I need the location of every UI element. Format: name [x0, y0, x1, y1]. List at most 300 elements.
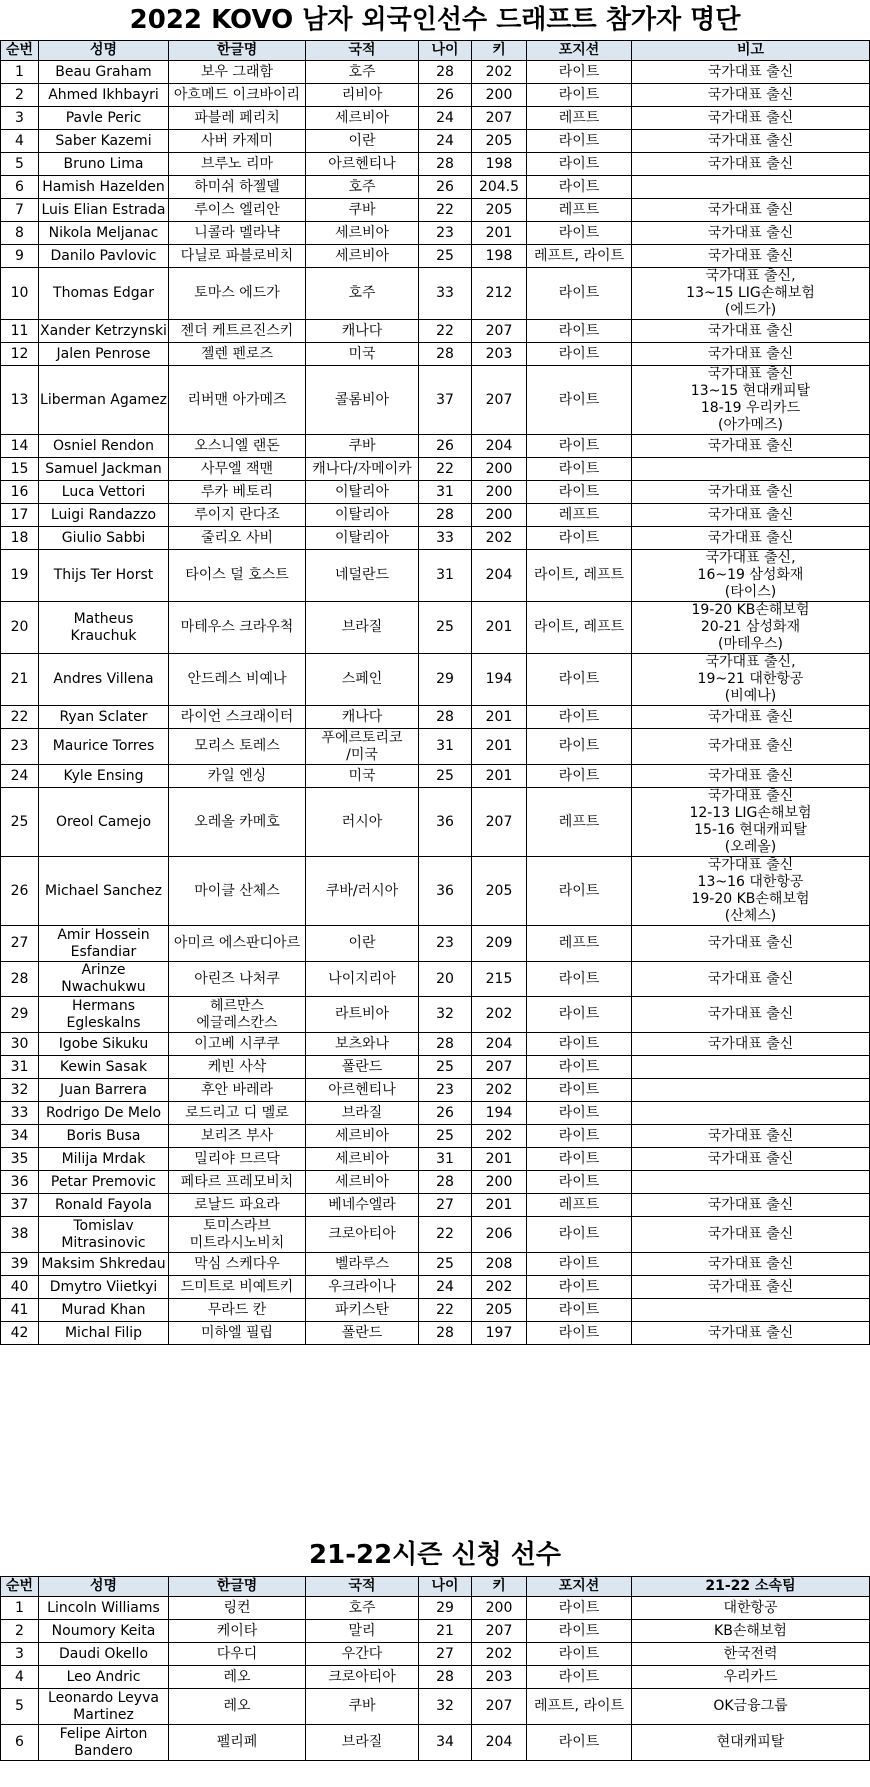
cell-no: 8: [1, 222, 39, 245]
applicants-title: 21-22시즌 신청 선수: [309, 1540, 561, 1570]
cell-age: 32: [419, 1689, 472, 1725]
cell-position: 라이트: [527, 222, 632, 245]
cell-no: 11: [1, 320, 39, 343]
col-header-no: 순번: [1, 1577, 39, 1597]
col-header-korean-name: 한글명: [169, 41, 306, 61]
cell-korean-name: 하미쉬 하젤델: [169, 176, 306, 199]
cell-nationality: 리비아: [306, 84, 419, 107]
cell-age: 24: [419, 130, 472, 153]
col-header-note: 비고: [632, 41, 870, 61]
cell-height: 202: [472, 1079, 527, 1102]
cell-height: 205: [472, 130, 527, 153]
cell-age: 23: [419, 222, 472, 245]
cell-no: 25: [1, 788, 39, 857]
table-row: [1, 1689, 870, 1725]
cell-note: 국가대표 출신, 19~21 대한항공 (비예나): [632, 654, 870, 706]
cell-height: 202: [472, 1276, 527, 1299]
cell-no: 5: [1, 153, 39, 176]
table-row: [1, 268, 870, 320]
cell-korean-name: 사버 카제미: [169, 130, 306, 153]
cell-note: 국가대표 출신: [632, 504, 870, 527]
cell-position: 라이트: [527, 153, 632, 176]
cell-korean-name: 루이지 란다조: [169, 504, 306, 527]
cell-age: 36: [419, 788, 472, 857]
cell-name: Saber Kazemi: [39, 130, 169, 153]
cell-nationality: 쿠바: [306, 199, 419, 222]
col-header-height: 키: [472, 1577, 527, 1597]
cell-note: 국가대표 출신: [632, 1253, 870, 1276]
cell-height: 201: [472, 1148, 527, 1171]
table-row: [1, 602, 870, 654]
cell-height: 200: [472, 458, 527, 481]
cell-position: 라이트: [527, 997, 632, 1033]
cell-note: 국가대표 출신: [632, 130, 870, 153]
table-row: [1, 788, 870, 857]
cell-korean-name: 아미르 에스판디아르: [169, 926, 306, 962]
cell-note: 국가대표 출신: [632, 107, 870, 130]
cell-height: 203: [472, 343, 527, 366]
cell-name: Michael Sanchez: [39, 857, 169, 926]
cell-name: Ahmed Ikhbayri: [39, 84, 169, 107]
table-row: [1, 706, 870, 729]
cell-height: 202: [472, 1125, 527, 1148]
cell-name: Rodrigo De Melo: [39, 1102, 169, 1125]
cell-nationality: 말리: [306, 1620, 419, 1643]
table-row: [1, 1171, 870, 1194]
cell-height: 201: [472, 765, 527, 788]
cell-name: Matheus Krauchuk: [39, 602, 169, 654]
table-header-row: [1, 1577, 870, 1597]
cell-korean-name: 막심 스케다우: [169, 1253, 306, 1276]
cell-position: 라이트: [527, 1322, 632, 1345]
cell-height: 201: [472, 602, 527, 654]
cell-korean-name: 로날드 파요라: [169, 1194, 306, 1217]
cell-no: 6: [1, 1725, 39, 1761]
cell-note: 국가대표 출신: [632, 435, 870, 458]
cell-note: 국가대표 출신: [632, 1322, 870, 1345]
cell-height: 200: [472, 1597, 527, 1620]
cell-height: 198: [472, 153, 527, 176]
cell-name: Petar Premovic: [39, 1171, 169, 1194]
cell-note: 국가대표 출신: [632, 245, 870, 268]
table-row: [1, 222, 870, 245]
cell-name: Pavle Peric: [39, 107, 169, 130]
cell-name: Luca Vettori: [39, 481, 169, 504]
cell-position: 라이트: [527, 962, 632, 997]
table-row: [1, 1033, 870, 1056]
cell-age: 28: [419, 61, 472, 84]
table-row: [1, 130, 870, 153]
cell-note: 국가대표 출신: [632, 343, 870, 366]
cell-korean-name: 파블레 페리치: [169, 107, 306, 130]
cell-age: 25: [419, 602, 472, 654]
cell-name: Maksim Shkredau: [39, 1253, 169, 1276]
cell-position: 라이트: [527, 765, 632, 788]
cell-name: Dmytro Viietkyi: [39, 1276, 169, 1299]
cell-korean-name: 다닐로 파블로비치: [169, 245, 306, 268]
cell-age: 28: [419, 1666, 472, 1689]
cell-no: 23: [1, 729, 39, 765]
cell-no: 5: [1, 1689, 39, 1725]
cell-no: 2: [1, 84, 39, 107]
table-row: [1, 1217, 870, 1253]
table-row: [1, 1056, 870, 1079]
col-header-no: 순번: [1, 41, 39, 61]
cell-no: 21: [1, 654, 39, 706]
cell-no: 1: [1, 61, 39, 84]
table-row: [1, 176, 870, 199]
cell-position: 라이트: [527, 481, 632, 504]
cell-height: 206: [472, 1217, 527, 1253]
cell-no: 17: [1, 504, 39, 527]
cell-korean-name: 마테우스 크라우척: [169, 602, 306, 654]
cell-korean-name: 사무엘 잭맨: [169, 458, 306, 481]
cell-no: 37: [1, 1194, 39, 1217]
table-row: [1, 199, 870, 222]
cell-nationality: 캐나다/자메이카: [306, 458, 419, 481]
cell-nationality: 크로아티아: [306, 1217, 419, 1253]
cell-korean-name: 아린즈 나처쿠: [169, 962, 306, 997]
cell-height: 205: [472, 857, 527, 926]
table-row: [1, 1125, 870, 1148]
cell-age: 29: [419, 1597, 472, 1620]
table-row: [1, 343, 870, 366]
cell-korean-name: 보우 그래함: [169, 61, 306, 84]
cell-position: 라이트, 레프트: [527, 602, 632, 654]
table-row: [1, 1666, 870, 1689]
cell-note: 국가대표 출신: [632, 962, 870, 997]
col-header-age: 나이: [419, 41, 472, 61]
cell-name: Hermans Egleskalns: [39, 997, 169, 1033]
cell-nationality: 쿠바/러시아: [306, 857, 419, 926]
cell-position: 레프트: [527, 926, 632, 962]
cell-korean-name: 라이언 스크래이터: [169, 706, 306, 729]
cell-nationality: 호주: [306, 1597, 419, 1620]
cell-nationality: 우간다: [306, 1643, 419, 1666]
cell-name: Osniel Rendon: [39, 435, 169, 458]
cell-team: 대한항공: [632, 1597, 870, 1620]
cell-position: 라이트: [527, 654, 632, 706]
cell-no: 24: [1, 765, 39, 788]
cell-note: 국가대표 출신: [632, 1276, 870, 1299]
cell-team: 현대캐피탈: [632, 1725, 870, 1761]
cell-name: Leo Andric: [39, 1666, 169, 1689]
cell-nationality: 브라질: [306, 602, 419, 654]
cell-no: 26: [1, 857, 39, 926]
cell-no: 31: [1, 1056, 39, 1079]
cell-age: 22: [419, 458, 472, 481]
table-row: [1, 1597, 870, 1620]
cell-height: 197: [472, 1322, 527, 1345]
cell-name: Juan Barrera: [39, 1079, 169, 1102]
cell-height: 200: [472, 481, 527, 504]
cell-age: 24: [419, 1276, 472, 1299]
table-row: [1, 1148, 870, 1171]
cell-position: 라이트: [527, 729, 632, 765]
col-header-nationality: 국적: [306, 41, 419, 61]
cell-korean-name: 미하엘 필립: [169, 1322, 306, 1345]
cell-nationality: 세르비아: [306, 1148, 419, 1171]
cell-height: 207: [472, 1056, 527, 1079]
cell-note: [632, 176, 870, 199]
cell-nationality: 푸에르토리코 /미국: [306, 729, 419, 765]
col-header-korean-name: 한글명: [169, 1577, 306, 1597]
cell-korean-name: 밀리야 므르닥: [169, 1148, 306, 1171]
cell-height: 202: [472, 527, 527, 550]
cell-nationality: 이란: [306, 130, 419, 153]
cell-position: 레프트: [527, 199, 632, 222]
cell-nationality: 쿠바: [306, 435, 419, 458]
cell-height: 208: [472, 1253, 527, 1276]
cell-position: 라이트: [527, 458, 632, 481]
cell-nationality: 호주: [306, 61, 419, 84]
cell-korean-name: 로드리고 디 멜로: [169, 1102, 306, 1125]
table-row: [1, 997, 870, 1033]
cell-age: 31: [419, 1148, 472, 1171]
cell-position: 라이트: [527, 1299, 632, 1322]
cell-height: 201: [472, 706, 527, 729]
cell-no: 14: [1, 435, 39, 458]
cell-age: 25: [419, 765, 472, 788]
cell-note: 국가대표 출신: [632, 153, 870, 176]
cell-name: Hamish Hazelden: [39, 176, 169, 199]
cell-name: Murad Khan: [39, 1299, 169, 1322]
cell-name: Arinze Nwachukwu: [39, 962, 169, 997]
cell-height: 207: [472, 1689, 527, 1725]
cell-korean-name: 젤렌 펜로즈: [169, 343, 306, 366]
cell-age: 28: [419, 1033, 472, 1056]
cell-no: 3: [1, 1643, 39, 1666]
cell-note: 국가대표 출신: [632, 199, 870, 222]
cell-note: 국가대표 출신: [632, 1125, 870, 1148]
cell-korean-name: 페타르 프레모비치: [169, 1171, 306, 1194]
cell-note: 국가대표 출신 12-13 LIG손해보험 15-16 현대캐피탈 (오레올): [632, 788, 870, 857]
cell-height: 200: [472, 84, 527, 107]
cell-name: Xander Ketrzynski: [39, 320, 169, 343]
cell-no: 13: [1, 366, 39, 435]
cell-korean-name: 모리스 토레스: [169, 729, 306, 765]
cell-note: [632, 1299, 870, 1322]
table-header-row: [1, 41, 870, 61]
cell-nationality: 베네수엘라: [306, 1194, 419, 1217]
cell-no: 34: [1, 1125, 39, 1148]
cell-height: 204: [472, 1033, 527, 1056]
cell-position: 라이트: [527, 1217, 632, 1253]
cell-nationality: 이란: [306, 926, 419, 962]
cell-no: 29: [1, 997, 39, 1033]
cell-age: 36: [419, 857, 472, 926]
table-row: [1, 1620, 870, 1643]
cell-nationality: 우크라이나: [306, 1276, 419, 1299]
cell-korean-name: 마이클 산체스: [169, 857, 306, 926]
cell-height: 203: [472, 1666, 527, 1689]
cell-nationality: 스페인: [306, 654, 419, 706]
col-header-nationality: 국적: [306, 1577, 419, 1597]
applicants-table: [0, 1576, 870, 1761]
table-row: [1, 1102, 870, 1125]
cell-age: 28: [419, 1171, 472, 1194]
table-row: [1, 857, 870, 926]
cell-korean-name: 케이타: [169, 1620, 306, 1643]
cell-position: 레프트: [527, 107, 632, 130]
table-row: [1, 527, 870, 550]
cell-age: 31: [419, 550, 472, 602]
cell-position: 라이트: [527, 130, 632, 153]
cell-age: 32: [419, 997, 472, 1033]
cell-note: 국가대표 출신, 16~19 삼성화재 (타이스): [632, 550, 870, 602]
table-row: [1, 1079, 870, 1102]
draft-participants-table: [0, 40, 870, 1345]
cell-age: 31: [419, 729, 472, 765]
cell-team: 한국전력: [632, 1643, 870, 1666]
cell-no: 33: [1, 1102, 39, 1125]
cell-nationality: 이탈리아: [306, 504, 419, 527]
cell-korean-name: 루카 베토리: [169, 481, 306, 504]
cell-height: 215: [472, 962, 527, 997]
cell-note: 국가대표 출신: [632, 926, 870, 962]
cell-note: [632, 1171, 870, 1194]
cell-position: 라이트: [527, 176, 632, 199]
cell-nationality: 세르비아: [306, 222, 419, 245]
cell-nationality: 세르비아: [306, 1171, 419, 1194]
cell-name: Ronald Fayola: [39, 1194, 169, 1217]
cell-name: Samuel Jackman: [39, 458, 169, 481]
cell-note: [632, 1056, 870, 1079]
cell-height: 207: [472, 366, 527, 435]
cell-name: Beau Graham: [39, 61, 169, 84]
cell-no: 36: [1, 1171, 39, 1194]
cell-korean-name: 후안 바레라: [169, 1079, 306, 1102]
cell-age: 26: [419, 84, 472, 107]
cell-position: 라이트: [527, 527, 632, 550]
cell-position: 라이트: [527, 1171, 632, 1194]
cell-position: 레프트, 라이트: [527, 245, 632, 268]
table-row: [1, 245, 870, 268]
cell-nationality: 벨라루스: [306, 1253, 419, 1276]
cell-age: 20: [419, 962, 472, 997]
cell-no: 3: [1, 107, 39, 130]
table-row: [1, 84, 870, 107]
cell-age: 23: [419, 926, 472, 962]
cell-position: 라이트: [527, 1056, 632, 1079]
cell-no: 4: [1, 1666, 39, 1689]
cell-position: 라이트: [527, 857, 632, 926]
cell-name: Tomislav Mitrasinovic: [39, 1217, 169, 1253]
cell-height: 204: [472, 550, 527, 602]
table-row: [1, 765, 870, 788]
cell-age: 33: [419, 268, 472, 320]
cell-korean-name: 다우디: [169, 1643, 306, 1666]
cell-age: 23: [419, 1079, 472, 1102]
cell-korean-name: 리버맨 아가메즈: [169, 366, 306, 435]
cell-nationality: 파키스탄: [306, 1299, 419, 1322]
cell-position: 라이트: [527, 1620, 632, 1643]
cell-height: 201: [472, 729, 527, 765]
cell-age: 26: [419, 176, 472, 199]
cell-no: 12: [1, 343, 39, 366]
cell-name: Liberman Agamez: [39, 366, 169, 435]
cell-korean-name: 아흐메드 이크바이리: [169, 84, 306, 107]
cell-age: 22: [419, 1299, 472, 1322]
cell-korean-name: 브루노 리마: [169, 153, 306, 176]
cell-height: 207: [472, 107, 527, 130]
cell-position: 레프트: [527, 788, 632, 857]
cell-nationality: 브라질: [306, 1725, 419, 1761]
cell-note: 국가대표 출신: [632, 765, 870, 788]
cell-position: 라이트: [527, 435, 632, 458]
cell-name: Igobe Sikuku: [39, 1033, 169, 1056]
cell-note: 19-20 KB손해보험 20-21 삼성화재 (마테우스): [632, 602, 870, 654]
cell-height: 202: [472, 1643, 527, 1666]
cell-name: Kyle Ensing: [39, 765, 169, 788]
cell-position: 라이트: [527, 1253, 632, 1276]
table-row: [1, 1322, 870, 1345]
cell-note: 국가대표 출신: [632, 1217, 870, 1253]
cell-korean-name: 루이스 엘리안: [169, 199, 306, 222]
cell-no: 28: [1, 962, 39, 997]
cell-note: 국가대표 출신: [632, 1194, 870, 1217]
cell-nationality: 이탈리아: [306, 527, 419, 550]
cell-note: 국가대표 출신: [632, 1033, 870, 1056]
cell-age: 22: [419, 320, 472, 343]
cell-height: 212: [472, 268, 527, 320]
cell-no: 30: [1, 1033, 39, 1056]
cell-nationality: 라트비아: [306, 997, 419, 1033]
col-header-position: 포지션: [527, 1577, 632, 1597]
cell-age: 22: [419, 199, 472, 222]
cell-height: 207: [472, 788, 527, 857]
cell-note: 국가대표 출신 13~15 현대캐피탈 18-19 우리카드 (아가메즈): [632, 366, 870, 435]
cell-no: 20: [1, 602, 39, 654]
cell-korean-name: 무라드 칸: [169, 1299, 306, 1322]
cell-age: 25: [419, 1125, 472, 1148]
col-header-age: 나이: [419, 1577, 472, 1597]
cell-no: 2: [1, 1620, 39, 1643]
cell-name: Jalen Penrose: [39, 343, 169, 366]
cell-korean-name: 오레올 카메호: [169, 788, 306, 857]
cell-height: 209: [472, 926, 527, 962]
cell-no: 4: [1, 130, 39, 153]
table-row: [1, 926, 870, 962]
cell-nationality: 쿠바: [306, 1689, 419, 1725]
table-row: [1, 1276, 870, 1299]
cell-no: 6: [1, 176, 39, 199]
cell-name: Thomas Edgar: [39, 268, 169, 320]
cell-position: 라이트: [527, 268, 632, 320]
cell-name: Kewin Sasak: [39, 1056, 169, 1079]
cell-position: 라이트: [527, 320, 632, 343]
cell-position: 라이트: [527, 1643, 632, 1666]
cell-nationality: 크로아티아: [306, 1666, 419, 1689]
cell-age: 27: [419, 1643, 472, 1666]
table-row: [1, 1299, 870, 1322]
cell-age: 28: [419, 343, 472, 366]
cell-note: 국가대표 출신: [632, 706, 870, 729]
cell-name: Felipe Airton Bandero: [39, 1725, 169, 1761]
cell-nationality: 호주: [306, 268, 419, 320]
cell-position: 레프트: [527, 1194, 632, 1217]
cell-age: 37: [419, 366, 472, 435]
table-row: [1, 550, 870, 602]
cell-no: 10: [1, 268, 39, 320]
cell-position: 라이트: [527, 1148, 632, 1171]
cell-age: 22: [419, 1217, 472, 1253]
cell-height: 204.5: [472, 176, 527, 199]
cell-no: 39: [1, 1253, 39, 1276]
cell-team: KB손해보험: [632, 1620, 870, 1643]
cell-position: 라이트: [527, 1033, 632, 1056]
cell-nationality: 호주: [306, 176, 419, 199]
